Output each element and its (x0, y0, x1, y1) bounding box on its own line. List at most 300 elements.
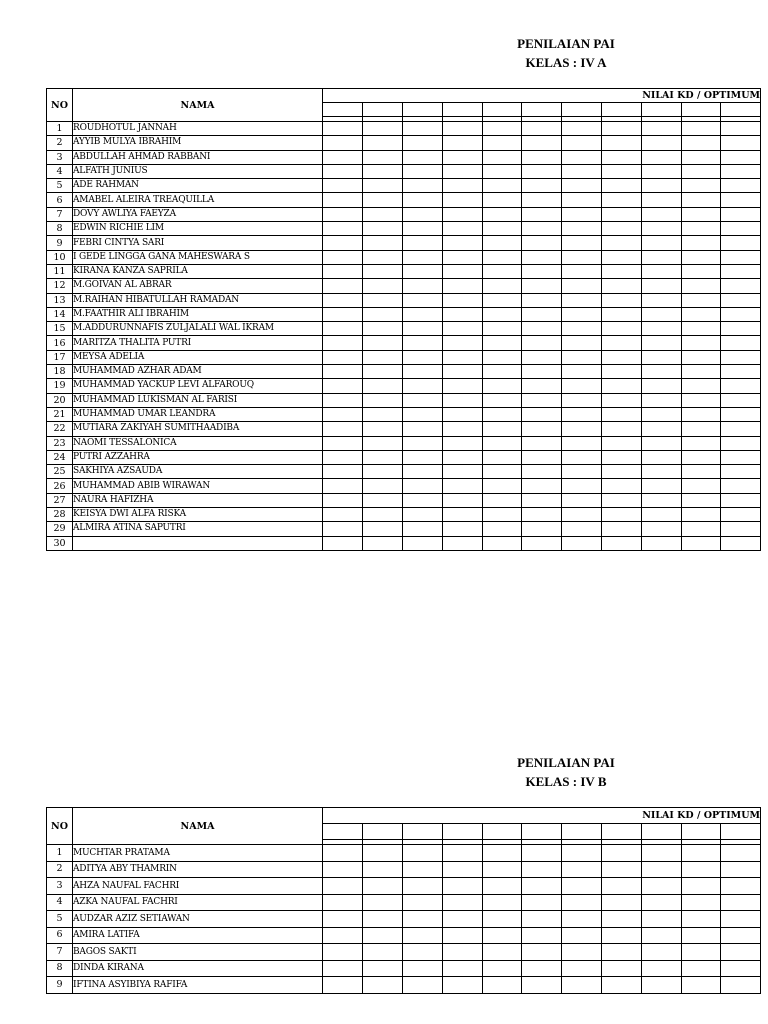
score-cell[interactable] (522, 479, 562, 493)
score-cell[interactable] (403, 465, 443, 479)
score-cell[interactable] (323, 164, 363, 178)
score-cell[interactable] (363, 422, 403, 436)
score-cell[interactable] (443, 207, 483, 221)
score-cell[interactable] (443, 944, 483, 961)
score-cell[interactable] (562, 407, 602, 421)
score-cell[interactable] (363, 894, 403, 911)
score-cell[interactable] (403, 250, 443, 264)
score-cell[interactable] (642, 422, 682, 436)
score-cell[interactable] (562, 250, 602, 264)
score-cell[interactable] (483, 222, 522, 236)
score-cell[interactable] (403, 450, 443, 464)
score-cell[interactable] (682, 960, 721, 977)
score-cell[interactable] (483, 136, 522, 150)
score-cell[interactable] (602, 944, 642, 961)
score-cell[interactable] (323, 977, 363, 994)
score-cell[interactable] (323, 193, 363, 207)
score-cell[interactable] (323, 944, 363, 961)
score-cell[interactable] (522, 264, 562, 278)
score-cell[interactable] (522, 207, 562, 221)
score-cell[interactable] (483, 861, 522, 878)
score-cell[interactable] (483, 422, 522, 436)
score-cell[interactable] (562, 878, 602, 895)
score-cell[interactable] (363, 960, 403, 977)
score-cell[interactable] (483, 479, 522, 493)
score-cell[interactable] (323, 293, 363, 307)
score-cell[interactable] (522, 365, 562, 379)
score-cell[interactable] (562, 960, 602, 977)
score-cell[interactable] (682, 379, 721, 393)
score-cell[interactable] (682, 293, 721, 307)
score-cell[interactable] (602, 336, 642, 350)
score-cell[interactable] (682, 307, 721, 321)
score-cell[interactable] (721, 944, 761, 961)
score-cell[interactable] (682, 150, 721, 164)
score-cell[interactable] (522, 322, 562, 336)
score-cell[interactable] (403, 977, 443, 994)
score-cell[interactable] (323, 222, 363, 236)
score-cell[interactable] (443, 279, 483, 293)
score-cell[interactable] (443, 307, 483, 321)
score-cell[interactable] (562, 350, 602, 364)
score-cell[interactable] (483, 944, 522, 961)
score-cell[interactable] (323, 536, 363, 550)
score-cell[interactable] (721, 179, 761, 193)
score-cell[interactable] (562, 179, 602, 193)
score-cell[interactable] (323, 465, 363, 479)
score-cell[interactable] (682, 122, 721, 136)
score-cell[interactable] (443, 407, 483, 421)
score-cell[interactable] (403, 493, 443, 507)
score-cell[interactable] (642, 193, 682, 207)
score-cell[interactable] (363, 222, 403, 236)
score-cell[interactable] (602, 179, 642, 193)
score-cell[interactable] (721, 264, 761, 278)
score-cell[interactable] (562, 264, 602, 278)
score-cell[interactable] (443, 379, 483, 393)
score-cell[interactable] (403, 422, 443, 436)
score-cell[interactable] (602, 493, 642, 507)
score-cell[interactable] (721, 379, 761, 393)
score-cell[interactable] (483, 927, 522, 944)
score-cell[interactable] (721, 250, 761, 264)
score-cell[interactable] (443, 960, 483, 977)
score-cell[interactable] (443, 264, 483, 278)
score-cell[interactable] (562, 479, 602, 493)
score-cell[interactable] (562, 927, 602, 944)
score-cell[interactable] (483, 122, 522, 136)
score-cell[interactable] (682, 927, 721, 944)
score-cell[interactable] (323, 264, 363, 278)
score-cell[interactable] (721, 479, 761, 493)
score-cell[interactable] (323, 322, 363, 336)
score-cell[interactable] (363, 164, 403, 178)
score-cell[interactable] (522, 878, 562, 895)
score-cell[interactable] (363, 365, 403, 379)
score-cell[interactable] (721, 307, 761, 321)
score-cell[interactable] (483, 164, 522, 178)
score-cell[interactable] (562, 977, 602, 994)
score-cell[interactable] (522, 179, 562, 193)
score-cell[interactable] (682, 422, 721, 436)
score-cell[interactable] (562, 422, 602, 436)
score-cell[interactable] (323, 407, 363, 421)
score-cell[interactable] (522, 193, 562, 207)
score-cell[interactable] (323, 878, 363, 895)
score-cell[interactable] (642, 977, 682, 994)
score-cell[interactable] (562, 379, 602, 393)
score-cell[interactable] (682, 236, 721, 250)
score-cell[interactable] (363, 250, 403, 264)
score-cell[interactable] (642, 365, 682, 379)
score-cell[interactable] (642, 136, 682, 150)
score-cell[interactable] (642, 279, 682, 293)
score-cell[interactable] (443, 293, 483, 307)
score-cell[interactable] (721, 222, 761, 236)
score-cell[interactable] (363, 878, 403, 895)
score-cell[interactable] (403, 536, 443, 550)
score-cell[interactable] (363, 179, 403, 193)
score-cell[interactable] (323, 894, 363, 911)
score-cell[interactable] (642, 465, 682, 479)
score-cell[interactable] (403, 264, 443, 278)
score-cell[interactable] (721, 350, 761, 364)
score-cell[interactable] (642, 927, 682, 944)
score-cell[interactable] (363, 350, 403, 364)
score-cell[interactable] (682, 264, 721, 278)
score-cell[interactable] (682, 436, 721, 450)
score-cell[interactable] (522, 307, 562, 321)
score-cell[interactable] (522, 136, 562, 150)
score-cell[interactable] (602, 465, 642, 479)
score-cell[interactable] (682, 279, 721, 293)
score-cell[interactable] (602, 279, 642, 293)
score-cell[interactable] (483, 150, 522, 164)
score-cell[interactable] (403, 136, 443, 150)
score-cell[interactable] (443, 336, 483, 350)
score-cell[interactable] (642, 894, 682, 911)
score-cell[interactable] (522, 122, 562, 136)
score-cell[interactable] (642, 911, 682, 928)
score-cell[interactable] (403, 122, 443, 136)
score-cell[interactable] (363, 493, 403, 507)
score-cell[interactable] (642, 264, 682, 278)
score-cell[interactable] (323, 379, 363, 393)
score-cell[interactable] (403, 894, 443, 911)
score-cell[interactable] (363, 293, 403, 307)
score-cell[interactable] (642, 878, 682, 895)
score-cell[interactable] (363, 236, 403, 250)
score-cell[interactable] (522, 350, 562, 364)
score-cell[interactable] (483, 236, 522, 250)
score-cell[interactable] (721, 522, 761, 536)
score-cell[interactable] (483, 508, 522, 522)
score-cell[interactable] (403, 861, 443, 878)
score-cell[interactable] (403, 350, 443, 364)
score-cell[interactable] (682, 508, 721, 522)
score-cell[interactable] (323, 450, 363, 464)
score-cell[interactable] (522, 927, 562, 944)
score-cell[interactable] (602, 207, 642, 221)
score-cell[interactable] (363, 150, 403, 164)
score-cell[interactable] (642, 379, 682, 393)
score-cell[interactable] (721, 150, 761, 164)
score-cell[interactable] (602, 436, 642, 450)
score-cell[interactable] (443, 393, 483, 407)
score-cell[interactable] (522, 407, 562, 421)
score-cell[interactable] (403, 436, 443, 450)
score-cell[interactable] (642, 293, 682, 307)
score-cell[interactable] (483, 179, 522, 193)
score-cell[interactable] (721, 193, 761, 207)
score-cell[interactable] (483, 536, 522, 550)
score-cell[interactable] (682, 911, 721, 928)
score-cell[interactable] (721, 493, 761, 507)
score-cell[interactable] (483, 493, 522, 507)
score-cell[interactable] (522, 508, 562, 522)
score-cell[interactable] (483, 264, 522, 278)
score-cell[interactable] (721, 960, 761, 977)
score-cell[interactable] (562, 894, 602, 911)
score-cell[interactable] (323, 236, 363, 250)
score-cell[interactable] (642, 845, 682, 862)
score-cell[interactable] (562, 236, 602, 250)
score-cell[interactable] (483, 379, 522, 393)
score-cell[interactable] (363, 927, 403, 944)
score-cell[interactable] (443, 977, 483, 994)
score-cell[interactable] (721, 927, 761, 944)
score-cell[interactable] (403, 279, 443, 293)
score-cell[interactable] (682, 350, 721, 364)
score-cell[interactable] (562, 164, 602, 178)
score-cell[interactable] (682, 193, 721, 207)
score-cell[interactable] (642, 222, 682, 236)
score-cell[interactable] (363, 336, 403, 350)
score-cell[interactable] (403, 336, 443, 350)
score-cell[interactable] (562, 279, 602, 293)
score-cell[interactable] (363, 522, 403, 536)
score-cell[interactable] (602, 293, 642, 307)
score-cell[interactable] (403, 207, 443, 221)
score-cell[interactable] (363, 379, 403, 393)
score-cell[interactable] (443, 193, 483, 207)
score-cell[interactable] (602, 911, 642, 928)
score-cell[interactable] (642, 150, 682, 164)
score-cell[interactable] (642, 493, 682, 507)
score-cell[interactable] (602, 878, 642, 895)
score-cell[interactable] (642, 207, 682, 221)
score-cell[interactable] (522, 236, 562, 250)
score-cell[interactable] (602, 365, 642, 379)
score-cell[interactable] (682, 894, 721, 911)
score-cell[interactable] (682, 479, 721, 493)
score-cell[interactable] (363, 136, 403, 150)
score-cell[interactable] (642, 450, 682, 464)
score-cell[interactable] (642, 179, 682, 193)
score-cell[interactable] (522, 944, 562, 961)
score-cell[interactable] (443, 894, 483, 911)
score-cell[interactable] (403, 365, 443, 379)
score-cell[interactable] (323, 479, 363, 493)
score-cell[interactable] (642, 393, 682, 407)
score-cell[interactable] (323, 845, 363, 862)
score-cell[interactable] (443, 927, 483, 944)
score-cell[interactable] (323, 365, 363, 379)
score-cell[interactable] (483, 293, 522, 307)
score-cell[interactable] (443, 322, 483, 336)
score-cell[interactable] (443, 911, 483, 928)
score-cell[interactable] (721, 977, 761, 994)
score-cell[interactable] (522, 436, 562, 450)
score-cell[interactable] (682, 536, 721, 550)
score-cell[interactable] (363, 264, 403, 278)
score-cell[interactable] (323, 350, 363, 364)
score-cell[interactable] (483, 365, 522, 379)
score-cell[interactable] (323, 508, 363, 522)
score-cell[interactable] (721, 861, 761, 878)
score-cell[interactable] (682, 393, 721, 407)
score-cell[interactable] (483, 393, 522, 407)
score-cell[interactable] (323, 927, 363, 944)
score-cell[interactable] (562, 365, 602, 379)
score-cell[interactable] (443, 179, 483, 193)
score-cell[interactable] (721, 508, 761, 522)
score-cell[interactable] (443, 450, 483, 464)
score-cell[interactable] (403, 479, 443, 493)
score-cell[interactable] (443, 365, 483, 379)
score-cell[interactable] (483, 450, 522, 464)
score-cell[interactable] (443, 122, 483, 136)
score-cell[interactable] (522, 977, 562, 994)
score-cell[interactable] (642, 164, 682, 178)
score-cell[interactable] (323, 250, 363, 264)
score-cell[interactable] (522, 960, 562, 977)
score-cell[interactable] (682, 179, 721, 193)
score-cell[interactable] (483, 407, 522, 421)
score-cell[interactable] (403, 878, 443, 895)
score-cell[interactable] (562, 322, 602, 336)
score-cell[interactable] (682, 250, 721, 264)
score-cell[interactable] (562, 307, 602, 321)
score-cell[interactable] (602, 393, 642, 407)
score-cell[interactable] (483, 250, 522, 264)
score-cell[interactable] (642, 236, 682, 250)
score-cell[interactable] (403, 911, 443, 928)
score-cell[interactable] (403, 407, 443, 421)
score-cell[interactable] (323, 493, 363, 507)
score-cell[interactable] (522, 450, 562, 464)
score-cell[interactable] (562, 293, 602, 307)
score-cell[interactable] (403, 960, 443, 977)
score-cell[interactable] (363, 322, 403, 336)
score-cell[interactable] (721, 878, 761, 895)
score-cell[interactable] (443, 150, 483, 164)
score-cell[interactable] (483, 522, 522, 536)
score-cell[interactable] (522, 250, 562, 264)
score-cell[interactable] (483, 322, 522, 336)
score-cell[interactable] (602, 307, 642, 321)
score-cell[interactable] (721, 322, 761, 336)
score-cell[interactable] (682, 164, 721, 178)
score-cell[interactable] (443, 479, 483, 493)
score-cell[interactable] (403, 845, 443, 862)
score-cell[interactable] (483, 465, 522, 479)
score-cell[interactable] (443, 522, 483, 536)
score-cell[interactable] (403, 944, 443, 961)
score-cell[interactable] (562, 944, 602, 961)
score-cell[interactable] (562, 522, 602, 536)
score-cell[interactable] (602, 150, 642, 164)
score-cell[interactable] (682, 322, 721, 336)
score-cell[interactable] (602, 508, 642, 522)
score-cell[interactable] (522, 336, 562, 350)
score-cell[interactable] (363, 465, 403, 479)
score-cell[interactable] (642, 944, 682, 961)
score-cell[interactable] (602, 264, 642, 278)
score-cell[interactable] (443, 422, 483, 436)
score-cell[interactable] (363, 207, 403, 221)
score-cell[interactable] (403, 150, 443, 164)
score-cell[interactable] (522, 536, 562, 550)
score-cell[interactable] (522, 861, 562, 878)
score-cell[interactable] (602, 845, 642, 862)
score-cell[interactable] (562, 508, 602, 522)
score-cell[interactable] (721, 911, 761, 928)
score-cell[interactable] (363, 307, 403, 321)
score-cell[interactable] (363, 193, 403, 207)
score-cell[interactable] (363, 911, 403, 928)
score-cell[interactable] (602, 536, 642, 550)
score-cell[interactable] (721, 164, 761, 178)
score-cell[interactable] (642, 522, 682, 536)
score-cell[interactable] (682, 861, 721, 878)
score-cell[interactable] (363, 393, 403, 407)
score-cell[interactable] (562, 911, 602, 928)
score-cell[interactable] (323, 207, 363, 221)
score-cell[interactable] (682, 522, 721, 536)
score-cell[interactable] (443, 436, 483, 450)
score-cell[interactable] (602, 136, 642, 150)
score-cell[interactable] (721, 293, 761, 307)
score-cell[interactable] (682, 845, 721, 862)
score-cell[interactable] (721, 465, 761, 479)
score-cell[interactable] (483, 960, 522, 977)
score-cell[interactable] (721, 393, 761, 407)
score-cell[interactable] (602, 522, 642, 536)
score-cell[interactable] (602, 122, 642, 136)
score-cell[interactable] (682, 407, 721, 421)
score-cell[interactable] (443, 878, 483, 895)
score-cell[interactable] (443, 236, 483, 250)
score-cell[interactable] (522, 293, 562, 307)
score-cell[interactable] (363, 279, 403, 293)
score-cell[interactable] (602, 222, 642, 236)
score-cell[interactable] (323, 307, 363, 321)
score-cell[interactable] (642, 960, 682, 977)
score-cell[interactable] (602, 977, 642, 994)
score-cell[interactable] (602, 422, 642, 436)
score-cell[interactable] (403, 307, 443, 321)
score-cell[interactable] (403, 322, 443, 336)
score-cell[interactable] (483, 193, 522, 207)
score-cell[interactable] (602, 236, 642, 250)
score-cell[interactable] (721, 207, 761, 221)
score-cell[interactable] (403, 193, 443, 207)
score-cell[interactable] (562, 222, 602, 236)
score-cell[interactable] (483, 436, 522, 450)
score-cell[interactable] (682, 944, 721, 961)
score-cell[interactable] (602, 479, 642, 493)
